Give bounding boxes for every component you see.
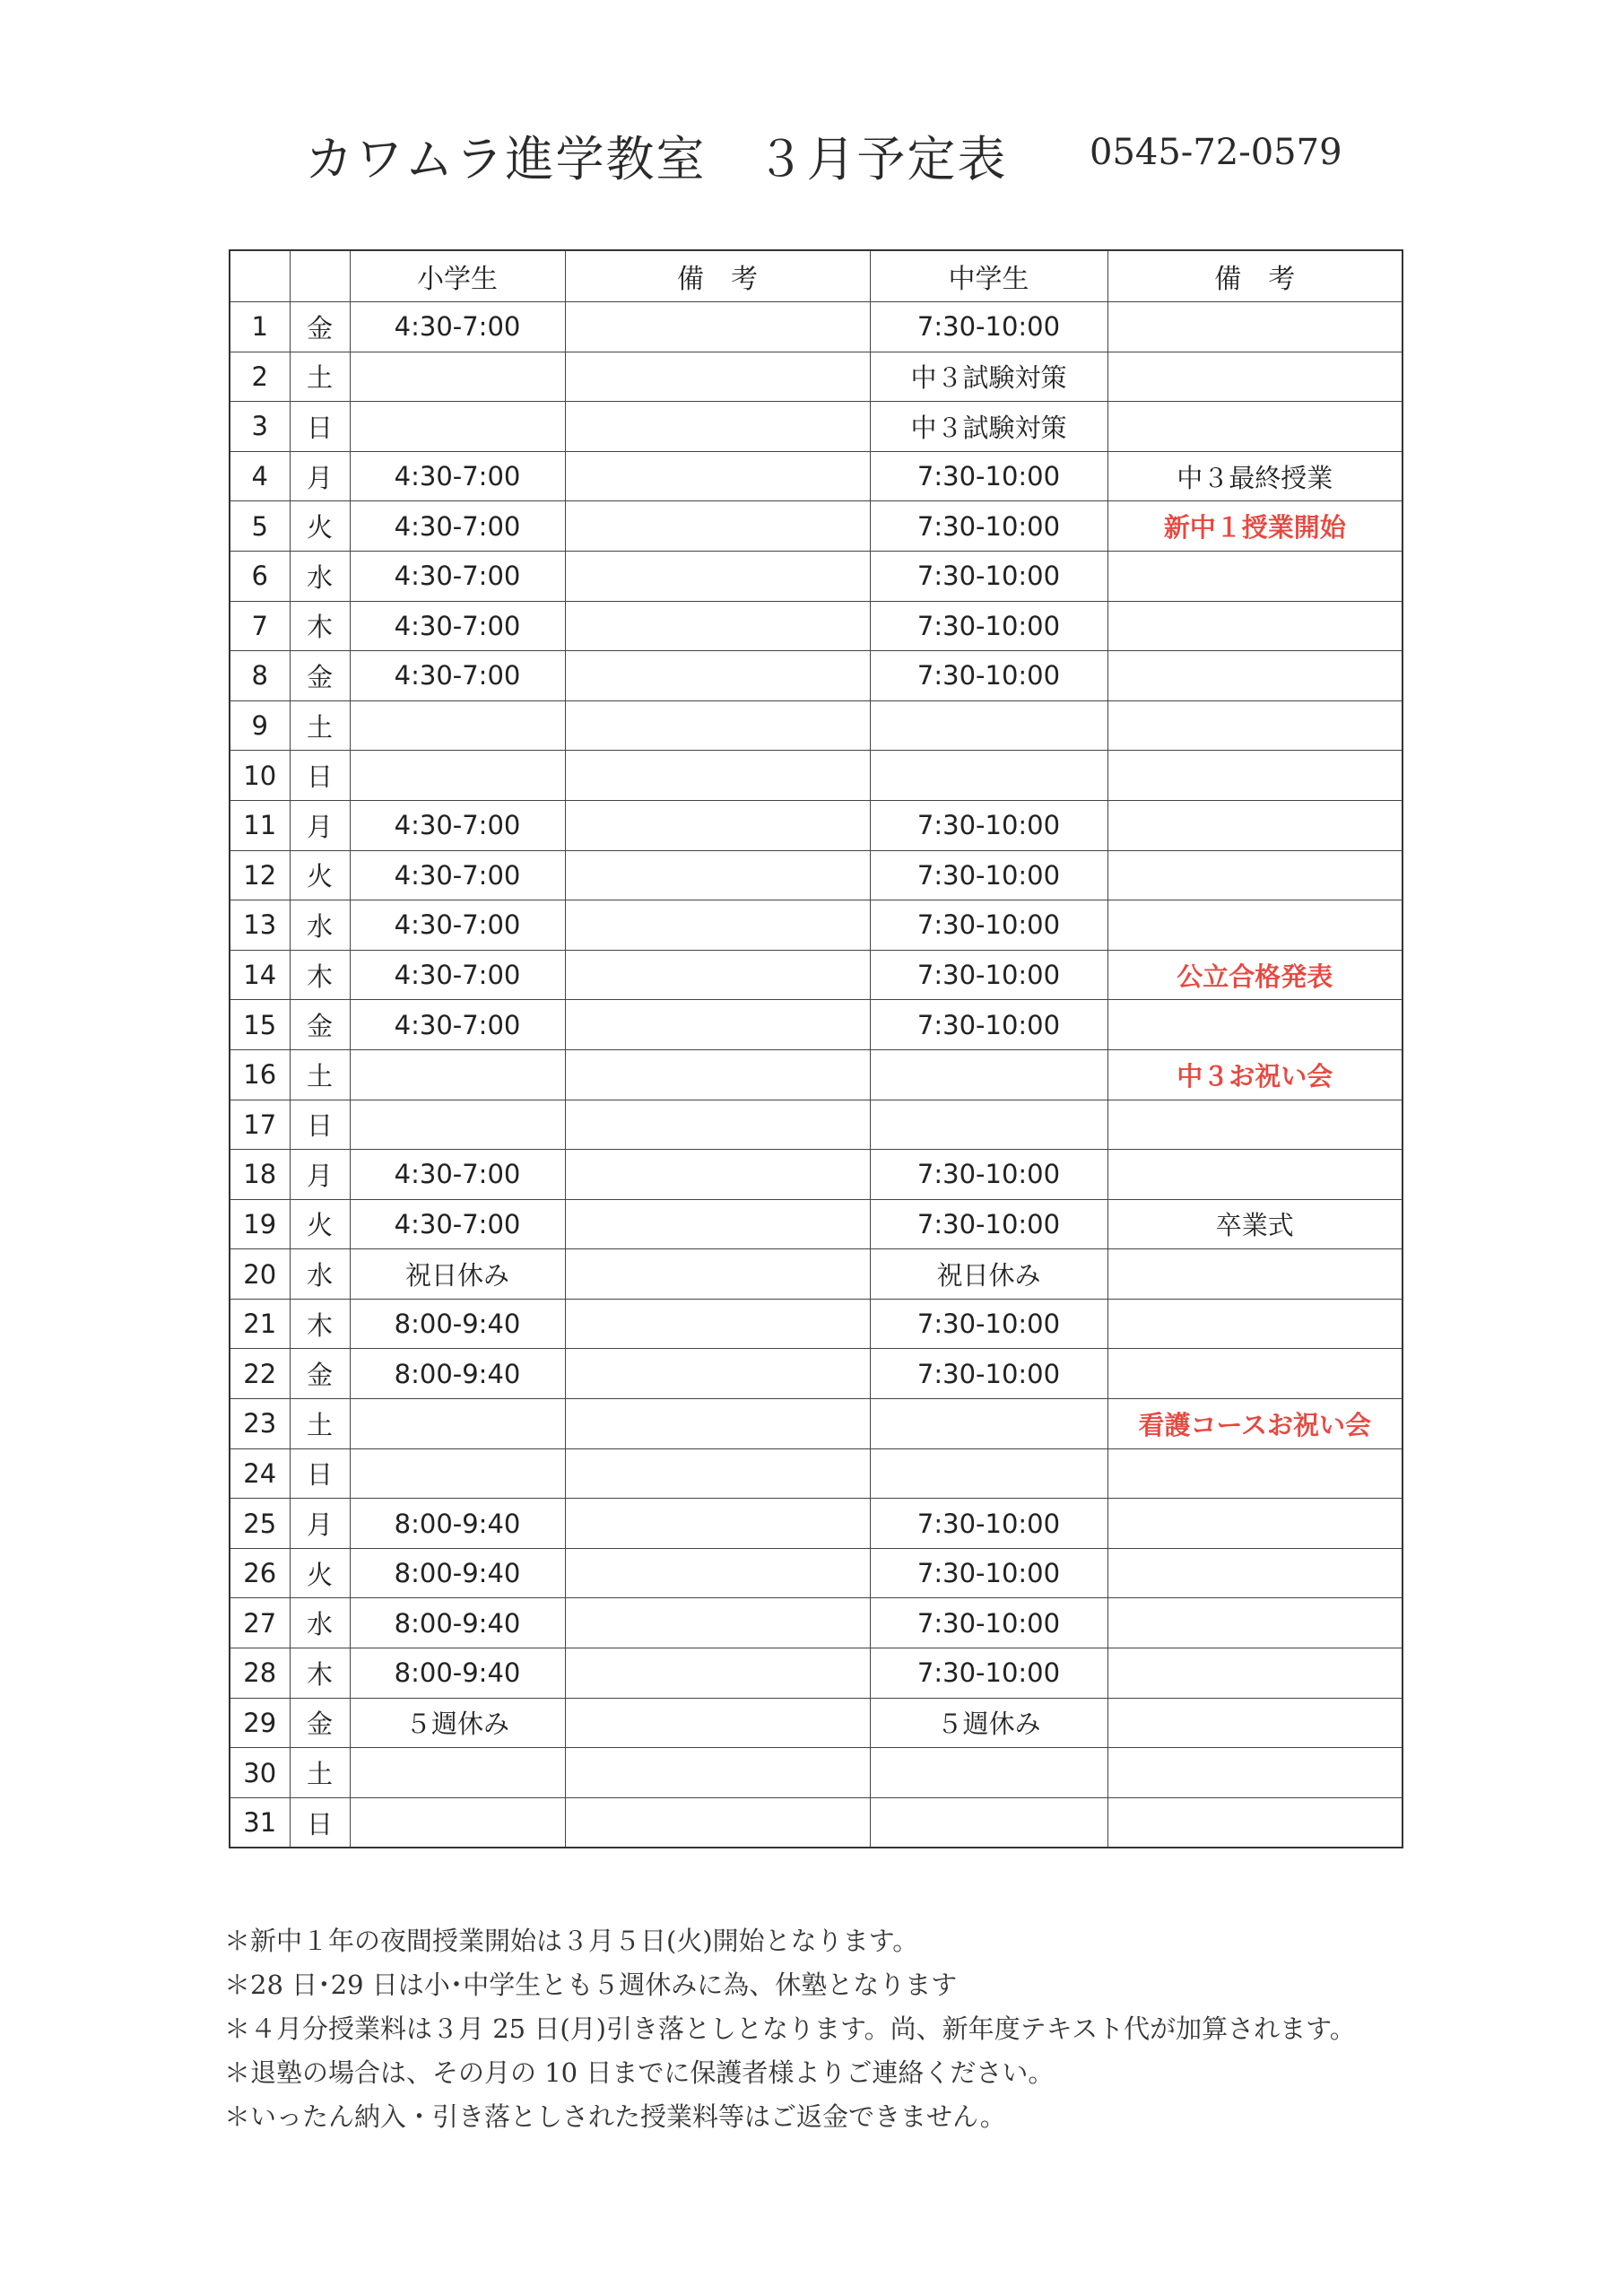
junior-high-schedule-cell: 7:30-10:00 [870,651,1107,701]
elementary-note-cell [565,1448,870,1499]
date-cell: 7 [230,601,290,651]
date-cell: 9 [230,700,290,751]
elementary-schedule-cell: 8:00-9:40 [350,1548,565,1598]
elementary-note-cell [565,1648,870,1699]
elementary-schedule-cell: 4:30-7:00 [350,451,565,501]
junior-high-note-cell [1107,1598,1403,1648]
junior-high-schedule-cell [870,1100,1107,1150]
elementary-schedule-cell: 8:00-9:40 [350,1598,565,1648]
junior-high-schedule-cell: 7:30-10:00 [870,850,1107,900]
table-row [230,800,1403,850]
table-row [230,1499,1403,1549]
junior-high-schedule-cell: 祝日休み [870,1249,1107,1300]
junior-high-schedule-cell: 7:30-10:00 [870,1548,1107,1598]
junior-high-note-cell [1107,850,1403,900]
elementary-note-cell [565,1499,870,1549]
elementary-note-cell [565,551,870,601]
weekday-cell: 日 [290,751,350,801]
elementary-note-cell [565,1698,870,1748]
table-row [230,451,1403,501]
junior-high-note-cell: 看護コースお祝い会 [1107,1399,1403,1449]
weekday-cell: 火 [290,1199,350,1249]
junior-high-schedule-cell: 7:30-10:00 [870,1499,1107,1549]
page-title: カワムラ進学教室 ３月予定表 [305,131,1008,187]
weekday-cell: 木 [290,950,350,1000]
elementary-note-cell [565,1797,870,1848]
junior-high-note-cell: 中３最終授業 [1107,451,1403,501]
junior-high-note-cell: 公立合格発表 [1107,950,1403,1000]
elementary-note-cell [565,1100,870,1150]
junior-high-schedule-cell: 7:30-10:00 [870,1598,1107,1648]
junior-high-note-cell [1107,1299,1403,1349]
elementary-note-cell [565,1249,870,1300]
table-row [230,1598,1403,1648]
table-row [230,501,1403,552]
elementary-note-cell [565,900,870,951]
weekday-cell: 金 [290,651,350,701]
elementary-note-cell [565,700,870,751]
elementary-note-cell [565,1049,870,1100]
junior-high-note-cell [1107,1797,1403,1848]
table-row [230,1648,1403,1699]
junior-high-schedule-cell: 7:30-10:00 [870,1648,1107,1699]
table-row [230,601,1403,651]
table-row [230,1100,1403,1150]
weekday-cell: 火 [290,1548,350,1598]
weekday-cell: 木 [290,1648,350,1699]
junior-high-note-cell [1107,1100,1403,1150]
note-line: ＊28 日･29 日は小･中学生とも５週休みに為、休塾となります [224,1970,958,2000]
table-row [230,1448,1403,1499]
date-cell: 30 [230,1748,290,1798]
junior-high-schedule-cell: 7:30-10:00 [870,501,1107,552]
junior-high-schedule-cell: 7:30-10:00 [870,451,1107,501]
elementary-schedule-cell [350,352,565,402]
elementary-note-cell [565,402,870,452]
date-cell: 23 [230,1399,290,1449]
elementary-schedule-cell: 4:30-7:00 [350,1199,565,1249]
junior-high-note-cell [1107,651,1403,701]
junior-high-note-cell [1107,1748,1403,1798]
junior-high-note-cell: 新中１授業開始 [1107,501,1403,552]
elementary-schedule-cell: 4:30-7:00 [350,950,565,1000]
date-cell: 17 [230,1100,290,1150]
junior-high-schedule-cell: 中３試験対策 [870,402,1107,452]
elementary-schedule-cell [350,1448,565,1499]
table-row [230,1349,1403,1399]
table-row [230,402,1403,452]
junior-high-schedule-cell: 7:30-10:00 [870,800,1107,850]
elementary-schedule-cell [350,402,565,452]
table-row [230,551,1403,601]
weekday-cell: 土 [290,1748,350,1798]
date-cell: 2 [230,352,290,402]
junior-high-schedule-cell: 7:30-10:00 [870,1349,1107,1399]
table-row [230,1150,1403,1200]
table-row [230,850,1403,900]
date-cell: 1 [230,302,290,352]
elementary-schedule-cell [350,1100,565,1150]
table-row [230,700,1403,751]
table-row [230,751,1403,801]
weekday-cell: 土 [290,352,350,402]
junior-high-schedule-cell: 7:30-10:00 [870,601,1107,651]
elementary-note-cell [565,751,870,801]
table-row [230,352,1403,402]
elementary-note-cell [565,1399,870,1449]
elementary-note-cell [565,1000,870,1050]
date-cell: 27 [230,1598,290,1648]
notes-section [224,1919,1569,2139]
junior-high-schedule-cell [870,1399,1107,1449]
junior-high-schedule-cell: 7:30-10:00 [870,900,1107,951]
junior-high-note-cell [1107,800,1403,850]
table-row [230,1199,1403,1249]
date-cell: 28 [230,1648,290,1699]
elementary-schedule-cell [350,700,565,751]
elementary-note-cell [565,651,870,701]
weekday-cell: 月 [290,1499,350,1549]
elementary-note-cell [565,800,870,850]
header-junior-high: 中学生 [870,250,1107,302]
junior-high-note-cell [1107,751,1403,801]
elementary-note-cell [565,1748,870,1798]
weekday-cell: 水 [290,1249,350,1300]
elementary-note-cell [565,601,870,651]
junior-high-schedule-cell [870,751,1107,801]
elementary-schedule-cell: 4:30-7:00 [350,551,565,601]
weekday-cell: 土 [290,700,350,751]
junior-high-note-cell [1107,402,1403,452]
note-line: ＊４月分授業料は３月 25 日(月)引き落としとなります。尚、新年度テキスト代が加算されます。 [224,2013,1356,2044]
elementary-schedule-cell: 8:00-9:40 [350,1499,565,1549]
junior-high-note-cell [1107,1499,1403,1549]
junior-high-note-cell: 卒業式 [1107,1199,1403,1249]
date-cell: 12 [230,850,290,900]
junior-high-schedule-cell: ５週休み [870,1698,1107,1748]
elementary-schedule-cell: 8:00-9:40 [350,1648,565,1699]
weekday-cell: 土 [290,1399,350,1449]
date-cell: 13 [230,900,290,951]
junior-high-note-cell [1107,1548,1403,1598]
junior-high-note-cell [1107,352,1403,402]
table-row [230,1797,1403,1848]
weekday-cell: 火 [290,850,350,900]
elementary-schedule-cell: 8:00-9:40 [350,1349,565,1399]
elementary-note-cell [565,1349,870,1399]
junior-high-note-cell [1107,601,1403,651]
date-cell: 25 [230,1499,290,1549]
table-row [230,302,1403,352]
table-row [230,1249,1403,1300]
note-line: ＊いったん納入・引き落としされた授業料等はご返金できません。 [224,2101,1006,2132]
elementary-schedule-cell [350,1748,565,1798]
table-row [230,1000,1403,1050]
junior-high-schedule-cell [870,1797,1107,1848]
junior-high-schedule-cell: 7:30-10:00 [870,1000,1107,1050]
weekday-cell: 木 [290,1299,350,1349]
date-cell: 6 [230,551,290,601]
date-cell: 8 [230,651,290,701]
junior-high-schedule-cell: 7:30-10:00 [870,950,1107,1000]
date-cell: 11 [230,800,290,850]
date-cell: 16 [230,1049,290,1100]
elementary-note-cell [565,1150,870,1200]
header-weekday [290,250,350,302]
elementary-schedule-cell [350,1049,565,1100]
elementary-schedule-cell: 祝日休み [350,1249,565,1300]
weekday-cell: 月 [290,800,350,850]
header-elementary-notes: 備 考 [565,250,870,302]
weekday-cell: 水 [290,551,350,601]
table-row [230,1399,1403,1449]
date-cell: 15 [230,1000,290,1050]
junior-high-note-cell [1107,1648,1403,1699]
junior-high-schedule-cell: 中３試験対策 [870,352,1107,402]
weekday-cell: 火 [290,501,350,552]
junior-high-schedule-cell [870,1049,1107,1100]
elementary-schedule-cell: 4:30-7:00 [350,900,565,951]
header-date [230,250,290,302]
elementary-schedule-cell: 4:30-7:00 [350,850,565,900]
junior-high-note-cell [1107,1150,1403,1200]
table-row [230,1548,1403,1598]
table-row [230,651,1403,701]
note-line: ＊退塾の場合は、その月の 10 日までに保護者様よりご連絡ください。 [224,2057,1055,2088]
junior-high-schedule-cell [870,1448,1107,1499]
table-row [230,1698,1403,1748]
junior-high-note-cell [1107,1349,1403,1399]
junior-high-note-cell [1107,1698,1403,1748]
elementary-schedule-cell: 4:30-7:00 [350,601,565,651]
date-cell: 18 [230,1150,290,1200]
elementary-schedule-cell: 4:30-7:00 [350,1150,565,1200]
elementary-note-cell [565,950,870,1000]
weekday-cell: 金 [290,1000,350,1050]
elementary-schedule-cell: 4:30-7:00 [350,1000,565,1050]
elementary-note-cell [565,302,870,352]
junior-high-schedule-cell [870,1748,1107,1798]
elementary-note-cell [565,1199,870,1249]
weekday-cell: 日 [290,1448,350,1499]
date-cell: 5 [230,501,290,552]
date-cell: 31 [230,1797,290,1848]
elementary-schedule-cell [350,1797,565,1848]
page-header [0,121,1624,193]
elementary-note-cell [565,352,870,402]
junior-high-schedule-cell: 7:30-10:00 [870,1299,1107,1349]
elementary-schedule-cell: ５週休み [350,1698,565,1748]
date-cell: 20 [230,1249,290,1300]
junior-high-note-cell [1107,1000,1403,1050]
date-cell: 4 [230,451,290,501]
elementary-schedule-cell: 8:00-9:40 [350,1299,565,1349]
weekday-cell: 木 [290,601,350,651]
weekday-cell: 水 [290,1598,350,1648]
elementary-schedule-cell: 4:30-7:00 [350,501,565,552]
elementary-schedule-cell [350,751,565,801]
date-cell: 22 [230,1349,290,1399]
date-cell: 21 [230,1299,290,1349]
junior-high-schedule-cell: 7:30-10:00 [870,302,1107,352]
weekday-cell: 金 [290,1698,350,1748]
elementary-note-cell [565,451,870,501]
table-row [230,950,1403,1000]
schedule-table [229,249,1403,1848]
header-junior-high-notes: 備 考 [1107,250,1403,302]
date-cell: 3 [230,402,290,452]
date-cell: 14 [230,950,290,1000]
weekday-cell: 日 [290,1100,350,1150]
elementary-note-cell [565,1299,870,1349]
table-row [230,1299,1403,1349]
table-row [230,900,1403,951]
note-line: ＊新中１年の夜間授業開始は３月５日(火)開始となります。 [224,1926,919,1956]
junior-high-note-cell [1107,1448,1403,1499]
date-cell: 26 [230,1548,290,1598]
date-cell: 19 [230,1199,290,1249]
header-elementary: 小学生 [350,250,565,302]
junior-high-note-cell [1107,302,1403,352]
table-row [230,1748,1403,1798]
schedule-body [230,302,1403,1848]
junior-high-schedule-cell: 7:30-10:00 [870,551,1107,601]
weekday-cell: 金 [290,302,350,352]
elementary-note-cell [565,850,870,900]
elementary-note-cell [565,501,870,552]
weekday-cell: 日 [290,402,350,452]
date-cell: 24 [230,1448,290,1499]
elementary-schedule-cell: 4:30-7:00 [350,302,565,352]
date-cell: 10 [230,751,290,801]
junior-high-note-cell [1107,900,1403,951]
junior-high-schedule-cell [870,700,1107,751]
weekday-cell: 日 [290,1797,350,1848]
elementary-note-cell [565,1598,870,1648]
table-row [230,1049,1403,1100]
weekday-cell: 月 [290,451,350,501]
elementary-note-cell [565,1548,870,1598]
weekday-cell: 金 [290,1349,350,1399]
weekday-cell: 月 [290,1150,350,1200]
junior-high-note-cell [1107,700,1403,751]
elementary-schedule-cell: 4:30-7:00 [350,651,565,701]
junior-high-schedule-cell: 7:30-10:00 [870,1150,1107,1200]
elementary-schedule-cell [350,1399,565,1449]
weekday-cell: 水 [290,900,350,951]
junior-high-note-cell [1107,1249,1403,1300]
junior-high-note-cell [1107,551,1403,601]
weekday-cell: 土 [290,1049,350,1100]
table-header-row [230,250,1403,302]
junior-high-note-cell: 中３お祝い会 [1107,1049,1403,1100]
date-cell: 29 [230,1698,290,1748]
elementary-schedule-cell: 4:30-7:00 [350,800,565,850]
phone-number: 0545-72-0579 [1090,132,1342,173]
junior-high-schedule-cell: 7:30-10:00 [870,1199,1107,1249]
